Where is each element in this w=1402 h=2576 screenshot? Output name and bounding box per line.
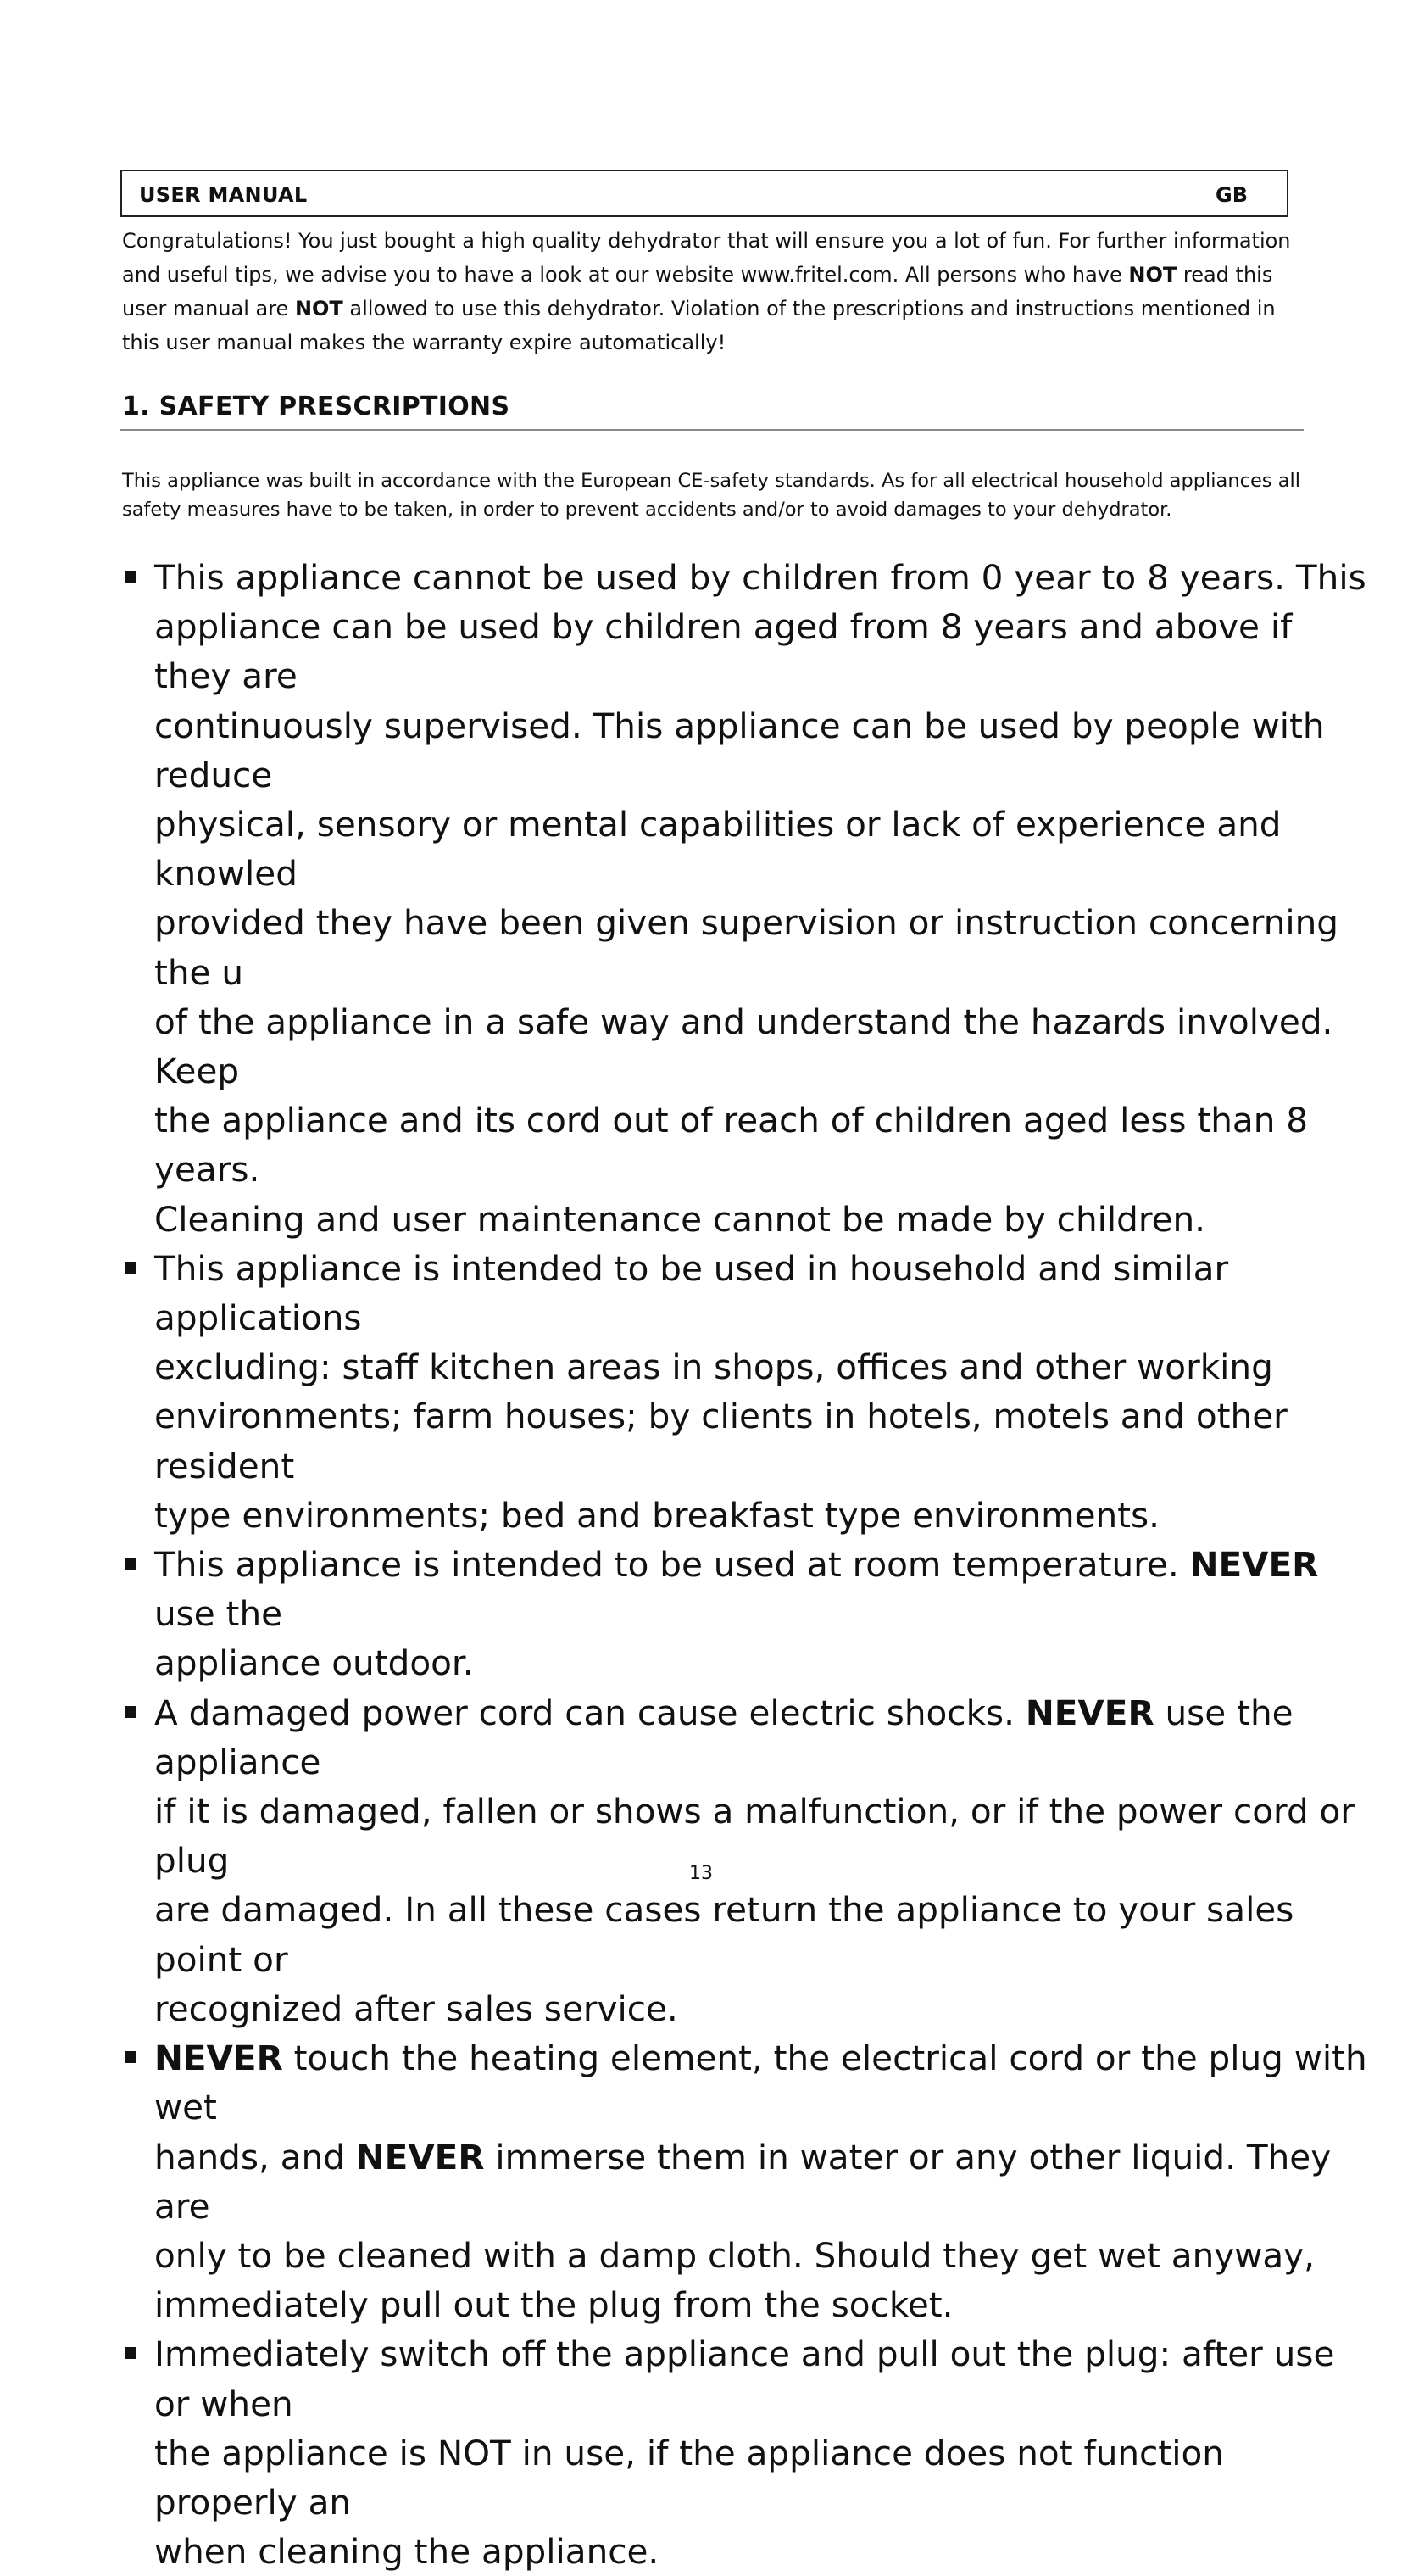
bullet-text: This appliance is intended to be used in household and similar applications excluding: staff kitchen areas in shops, offices and other working environments; farm houses; by clients in hotels, motels and other resident type environments; bed and breakfast type environments. (154, 1247, 1288, 1536)
intro-text-1: Congratulations! You just bought a high quality dehydrator that will ensure you a lot of fun. For further information and useful tips, we advise you to have a look at our website www.fritel.com. All persons who have (122, 229, 1291, 287)
bullet-text: use the appliance outdoor. (154, 1593, 474, 1684)
list-item (125, 1244, 1371, 1540)
list-item (125, 553, 1371, 1244)
bullet-text: This appliance is intended to be used at room temperature. (154, 1544, 1190, 1586)
list-item (125, 1688, 1371, 2033)
bullet-text: touch the heating element, the electrical cord or the plug with wet hands, and (154, 2038, 1367, 2177)
square-bullet-icon (125, 2051, 136, 2063)
safety-bullet-list (125, 553, 1371, 2576)
square-bullet-icon (125, 571, 136, 583)
section-title: 1. SAFETY PRESCRIPTIONS (122, 392, 510, 421)
list-item (125, 2329, 1371, 2576)
never-emphasis: NEVER (1189, 1544, 1319, 1586)
square-bullet-icon (125, 2347, 136, 2359)
intro-text-2: read this user manual are (122, 263, 1273, 321)
square-bullet-icon (125, 1558, 136, 1570)
header-language: GB (1216, 183, 1248, 207)
section-intro: This appliance was built in accordance with the European CE-safety standards. As for all electrical household appliances all safety measures have to be taken, in order to prevent accidents and/or to avoid damages to your dehydrator. (122, 470, 1300, 521)
never-emphasis: NEVER (355, 2136, 485, 2177)
bullet-text: use the appliance if it is damaged, fallen or shows a malfunction, or if the power cord or plug are damaged. In all these cases return the appliance to your sales point or recognized after sales service. (154, 1692, 1355, 2029)
bullet-text: immerse them in water or any other liquid. They are only to be cleaned with a damp cloth. Should they get wet anyway, immediately pull out the plug from the socket. (154, 2136, 1332, 2326)
intro-not-2: NOT (294, 297, 343, 321)
bullet-text: This appliance cannot be used by children from 0 year to 8 years. This appliance can be used by children aged from 8 years and above if they are continuously supervised. This appliance can be used by people with reduce physical, sensory or mental capabilities or lack of experience and knowled provided they have been given supervision or instruction concerning the u of the appliance in a safe way and understand the hazards involved. Keep the appliance and its cord out of reach of children aged less than 8 years. Cleaning and user maintenance cannot be made by children. (154, 557, 1366, 1240)
square-bullet-icon (125, 1262, 136, 1274)
intro-not-1: NOT (1128, 263, 1177, 287)
list-item (125, 2033, 1371, 2329)
bullet-text: A damaged power cord can cause electric shocks. (154, 1692, 1026, 1733)
page-number: 13 (689, 1863, 713, 1884)
list-item (125, 1540, 1371, 1688)
square-bullet-icon (125, 1706, 136, 1718)
never-emphasis: NEVER (1025, 1692, 1154, 1733)
header-title: USER MANUAL (139, 183, 308, 207)
intro-text-3: allowed to use this dehydrator. Violation of the prescriptions and instructions mentioned in this user manual makes the warranty expire automatically! (122, 297, 1276, 354)
bullet-text: Immediately switch off the appliance and pull out the plug: after use or when the appliance is NOT in use, if the appliance does not function properly an when cleaning the appliance. (154, 2333, 1335, 2573)
never-emphasis: NEVER (154, 2038, 283, 2079)
